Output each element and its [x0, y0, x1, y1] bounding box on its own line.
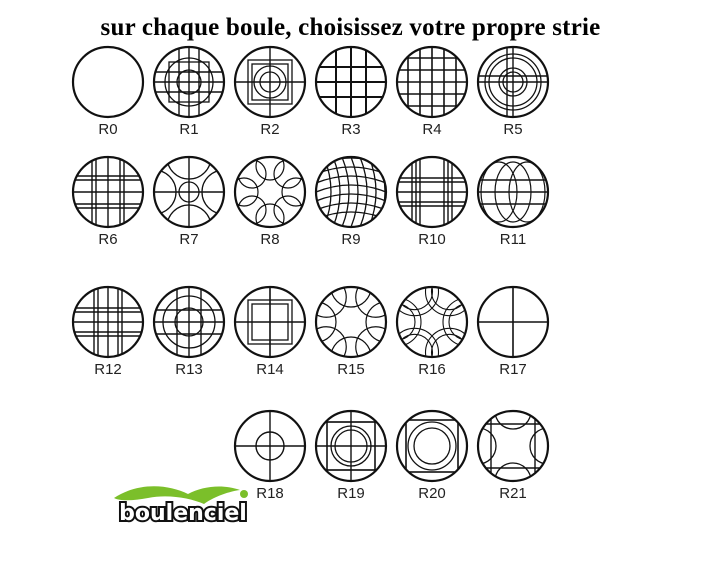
ball-r1-icon: [151, 44, 227, 120]
ball-r7: [151, 154, 227, 250]
ball-r20: [394, 408, 470, 504]
boulenciel-logo: [108, 480, 258, 530]
ball-r5-icon: [475, 44, 551, 120]
ball-r9: [313, 154, 389, 250]
logo-wordmark: boulenciel: [119, 501, 247, 526]
ball-label: R19: [337, 485, 365, 502]
ball-r12: [70, 284, 146, 380]
ball-label: R11: [499, 231, 527, 248]
ball-r2-icon: [232, 44, 308, 120]
ball-r8: [232, 154, 308, 250]
ball-r17: [475, 284, 551, 380]
ball-r16-icon: [394, 284, 470, 360]
ball-label: R9: [341, 231, 361, 248]
ball-r10: [394, 154, 470, 250]
ball-label: R2: [260, 121, 280, 138]
ball-label: R1: [179, 121, 199, 138]
ball-r3-icon: [313, 44, 389, 120]
ball-r19: [313, 408, 389, 504]
ball-label: R21: [499, 485, 527, 502]
ball-r0-icon: [70, 44, 146, 120]
ball-r14-icon: [232, 284, 308, 360]
ball-r16: [394, 284, 470, 380]
ball-r4: [394, 44, 470, 140]
ball-label: R14: [256, 361, 284, 378]
ball-r20-icon: [394, 408, 470, 484]
ball-r11-icon: [475, 154, 551, 230]
ball-label: R15: [337, 361, 365, 378]
ball-r10-icon: [394, 154, 470, 230]
ball-r2: [232, 44, 308, 140]
ball-label: R8: [260, 231, 280, 248]
ball-label: R18: [256, 485, 284, 502]
ball-label: R6: [98, 231, 118, 248]
ball-r21: [475, 408, 551, 504]
ball-label: R4: [422, 121, 442, 138]
ball-label: R17: [499, 361, 527, 378]
ball-r5: [475, 44, 551, 140]
ball-label: R20: [418, 485, 446, 502]
ball-label: R3: [341, 121, 361, 138]
ball-r7-icon: [151, 154, 227, 230]
ball-r8-icon: [232, 154, 308, 230]
ball-r17-icon: [475, 284, 551, 360]
ball-label: R16: [418, 361, 446, 378]
ball-r4-icon: [394, 44, 470, 120]
ball-label: R5: [503, 121, 523, 138]
ball-r13-icon: [151, 284, 227, 360]
ball-label: R7: [179, 231, 199, 248]
page-title: sur chaque boule, choisissez votre propre strie: [100, 14, 601, 41]
ball-r6: [70, 154, 146, 250]
ball-r13: [151, 284, 227, 380]
ball-r9-icon: [313, 154, 389, 230]
ball-r3: [313, 44, 389, 140]
ball-r0: [70, 44, 146, 140]
ball-r12-icon: [70, 284, 146, 360]
ball-r14: [232, 284, 308, 380]
ball-r6-icon: [70, 154, 146, 230]
ball-label: R0: [98, 121, 118, 138]
ball-r21-icon: [475, 408, 551, 484]
ball-r1: [151, 44, 227, 140]
ball-r11: [475, 154, 551, 250]
ball-label: R12: [94, 361, 122, 378]
ball-r15-icon: [313, 284, 389, 360]
ball-label: R10: [418, 231, 446, 248]
ball-r19-icon: [313, 408, 389, 484]
ball-r18-icon: [232, 408, 308, 484]
ball-r15: [313, 284, 389, 380]
ball-label: R13: [175, 361, 203, 378]
